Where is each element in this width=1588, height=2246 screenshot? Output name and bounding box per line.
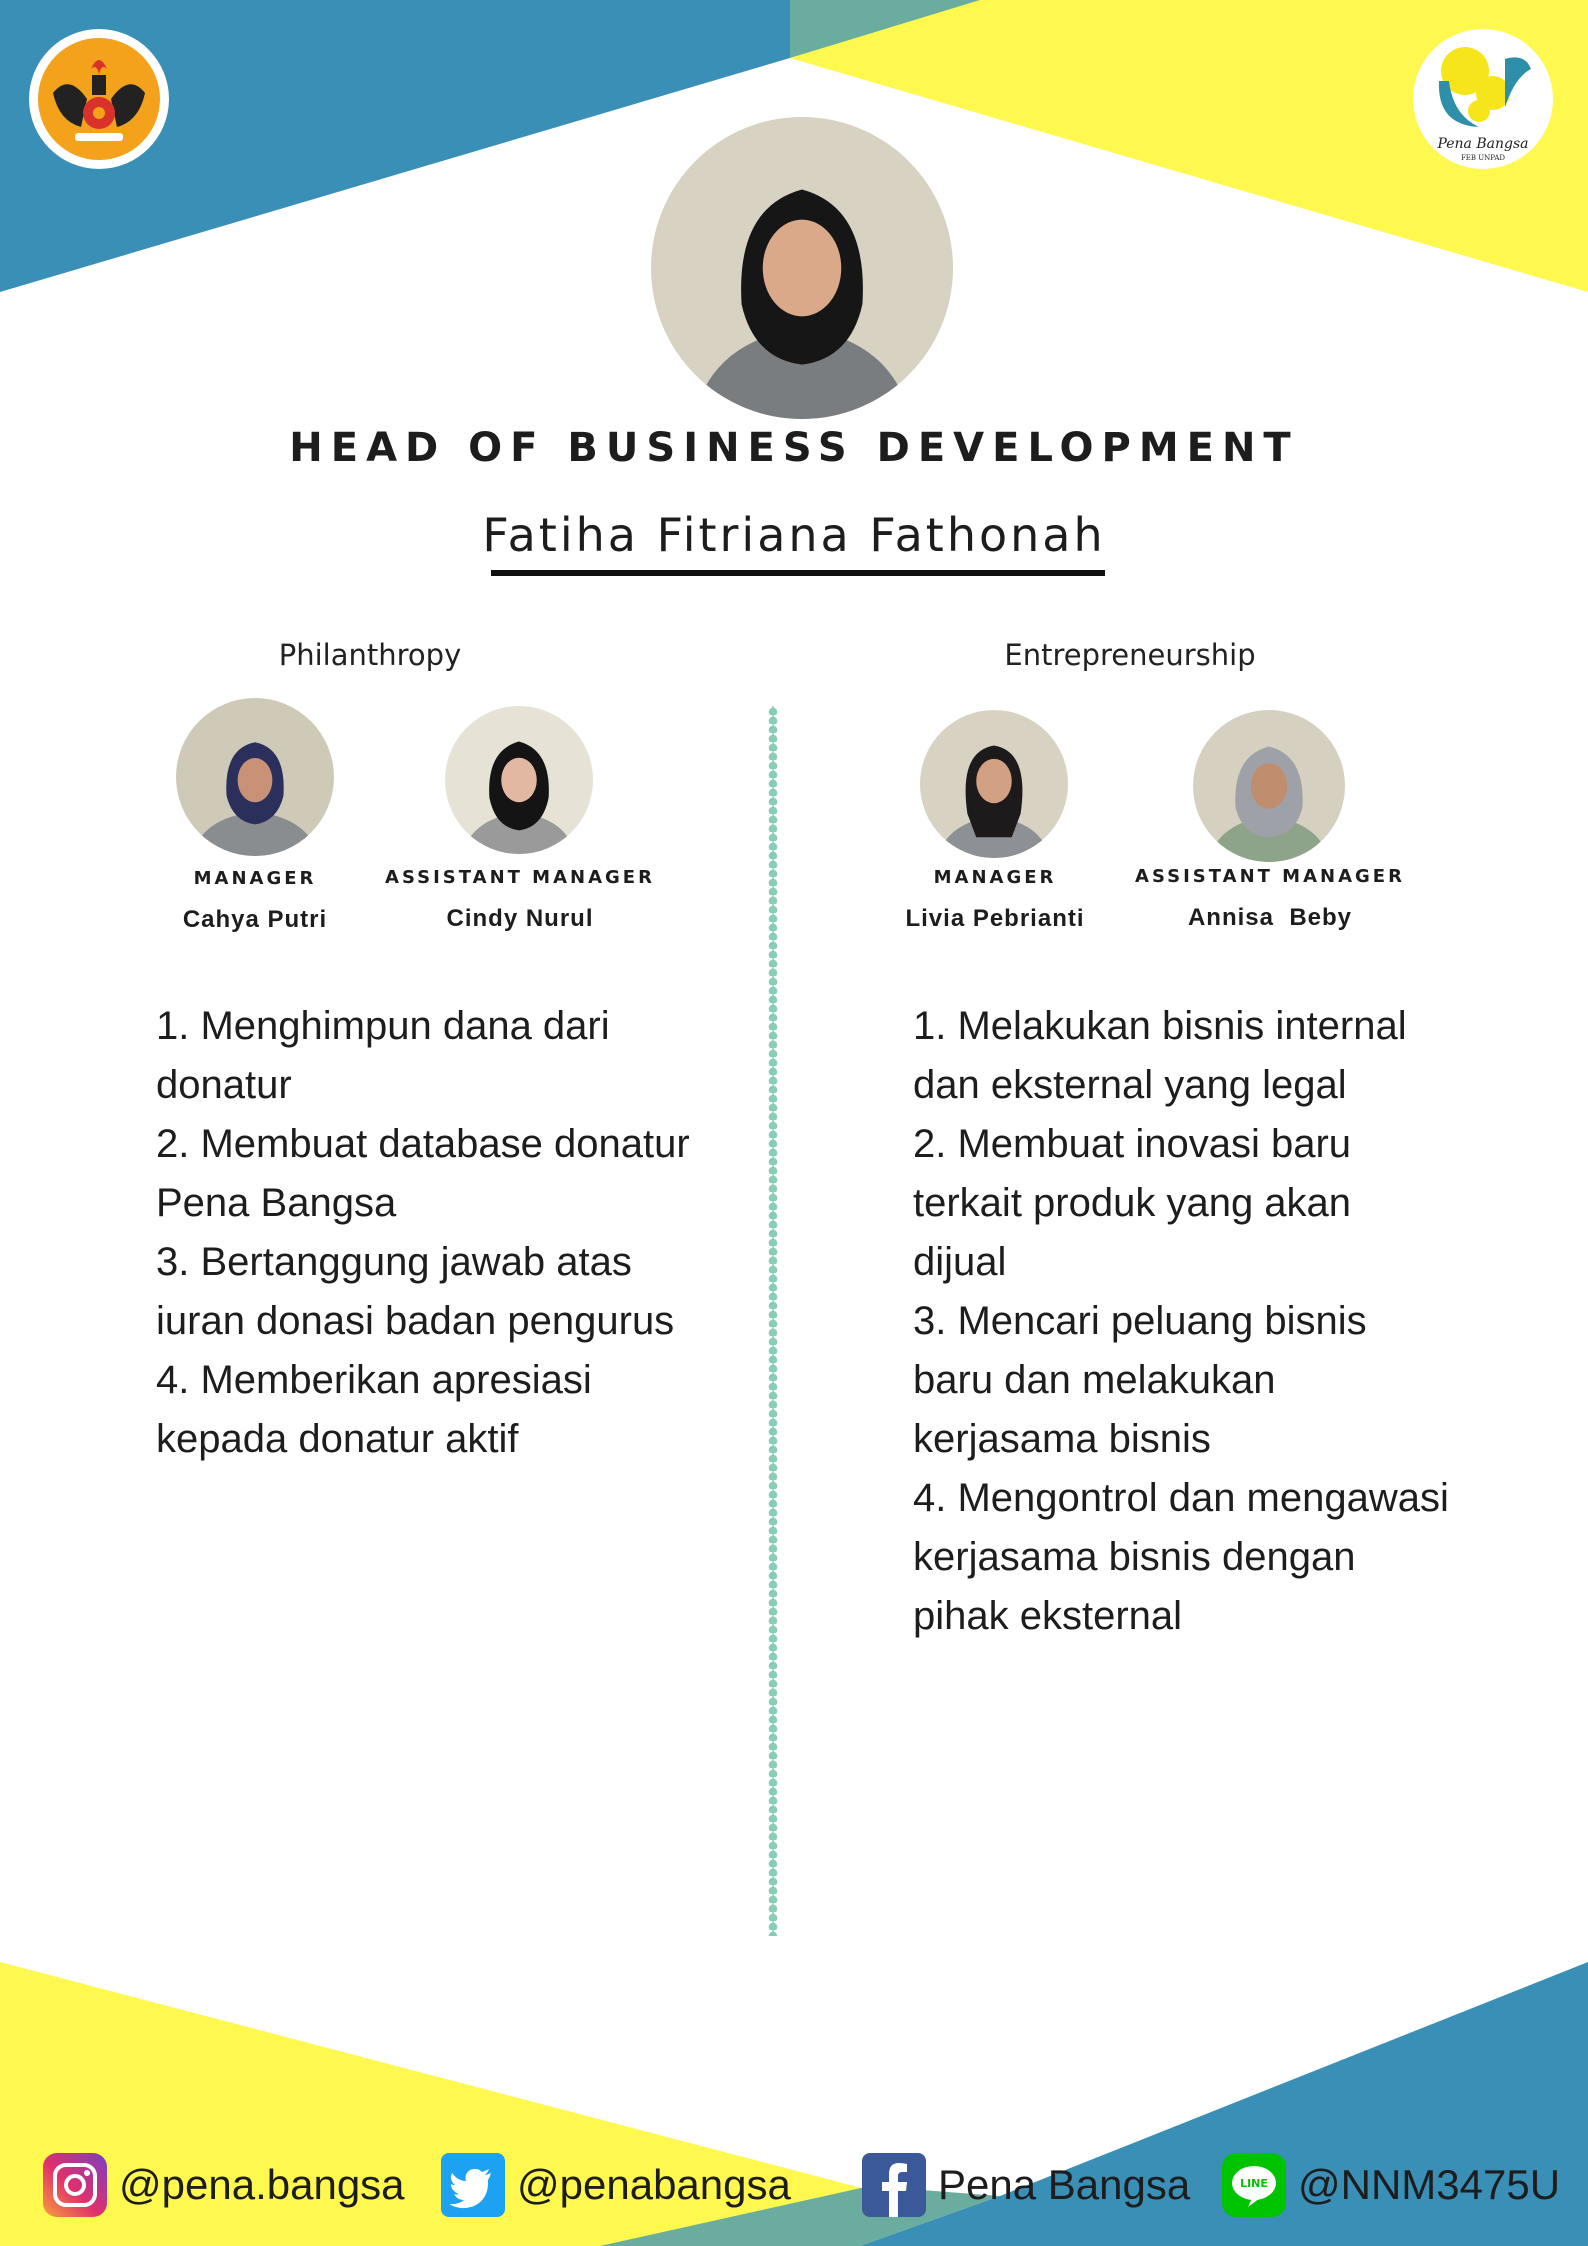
department-title-philanthropy: Philanthropy xyxy=(278,638,462,672)
member-photo-entrepreneurship-manager xyxy=(920,710,1068,858)
member-role: MANAGER xyxy=(933,867,1057,888)
head-name: Fatiha Fitriana Fathonah xyxy=(482,508,1106,562)
member-photo-philanthropy-manager xyxy=(176,698,334,856)
line-handle: @NNM3475U xyxy=(1298,2161,1561,2208)
pena-bangsa-logo xyxy=(1413,29,1553,169)
social-facebook xyxy=(862,2150,1190,2220)
member-name: Annisa Beby xyxy=(1187,904,1353,931)
pena-bangsa-logo-icon xyxy=(1413,29,1553,169)
duty-item: 2. Membuat database donatur Pena Bangsa xyxy=(156,1122,690,1225)
duty-item: 4. Mengontrol dan mengawasi kerjasama bisnis dengan pihak eksternal xyxy=(913,1476,1449,1638)
member-name: Cahya Putri xyxy=(182,906,328,933)
department-title-entrepreneurship: Entrepreneurship xyxy=(1004,638,1256,672)
svg-text:FEB UNPAD: FEB UNPAD xyxy=(1460,154,1506,162)
facebook-icon xyxy=(862,2153,926,2217)
duty-item: 1. Menghimpun dana dari donatur xyxy=(156,1004,610,1107)
twitter-handle: @penabangsa xyxy=(517,2161,791,2208)
svg-text:LINE: LINE xyxy=(1240,2177,1268,2190)
column-divider xyxy=(767,706,779,1936)
position-title: HEAD OF BUSINESS DEVELOPMENT xyxy=(289,425,1299,471)
member-photo-philanthropy-assistant xyxy=(445,706,593,854)
duty-item: 3. Mencari peluang bisnis baru dan melakukan kerjasama bisnis xyxy=(913,1299,1367,1461)
duty-item: 2. Membuat inovasi baru terkait produk yang akan dijual xyxy=(913,1122,1352,1284)
twitter-icon xyxy=(441,2153,505,2217)
head-photo xyxy=(651,117,953,419)
member-role: ASSISTANT MANAGER xyxy=(385,867,655,888)
member-role: MANAGER xyxy=(193,868,317,889)
unpad-emblem-icon xyxy=(29,29,169,169)
instagram-handle: @pena.bangsa xyxy=(119,2161,405,2208)
duty-item: 3. Bertanggung jawab atas iuran donasi badan pengurus xyxy=(156,1240,675,1343)
philanthropy-duties-list xyxy=(156,997,696,1469)
member-name: Livia Pebrianti xyxy=(905,905,1085,932)
member-name: Cindy Nurul xyxy=(446,905,594,932)
duty-item: 1. Melakukan bisnis internal dan eksternal yang legal xyxy=(913,1004,1407,1107)
social-twitter xyxy=(441,2150,791,2220)
facebook-handle: Pena Bangsa xyxy=(938,2161,1191,2208)
line-icon xyxy=(1222,2153,1286,2217)
member-role: ASSISTANT MANAGER xyxy=(1135,866,1405,887)
duty-item: 4. Memberikan apresiasi kepada donatur aktif xyxy=(156,1358,592,1461)
member-photo-entrepreneurship-assistant xyxy=(1193,710,1345,862)
entrepreneurship-duties-list xyxy=(913,997,1453,1646)
social-line xyxy=(1222,2150,1560,2220)
svg-text:Pena Bangsa: Pena Bangsa xyxy=(1437,136,1529,152)
unpad-logo xyxy=(29,29,169,169)
instagram-icon xyxy=(43,2153,107,2217)
name-underline xyxy=(491,570,1105,576)
social-instagram xyxy=(43,2150,405,2220)
